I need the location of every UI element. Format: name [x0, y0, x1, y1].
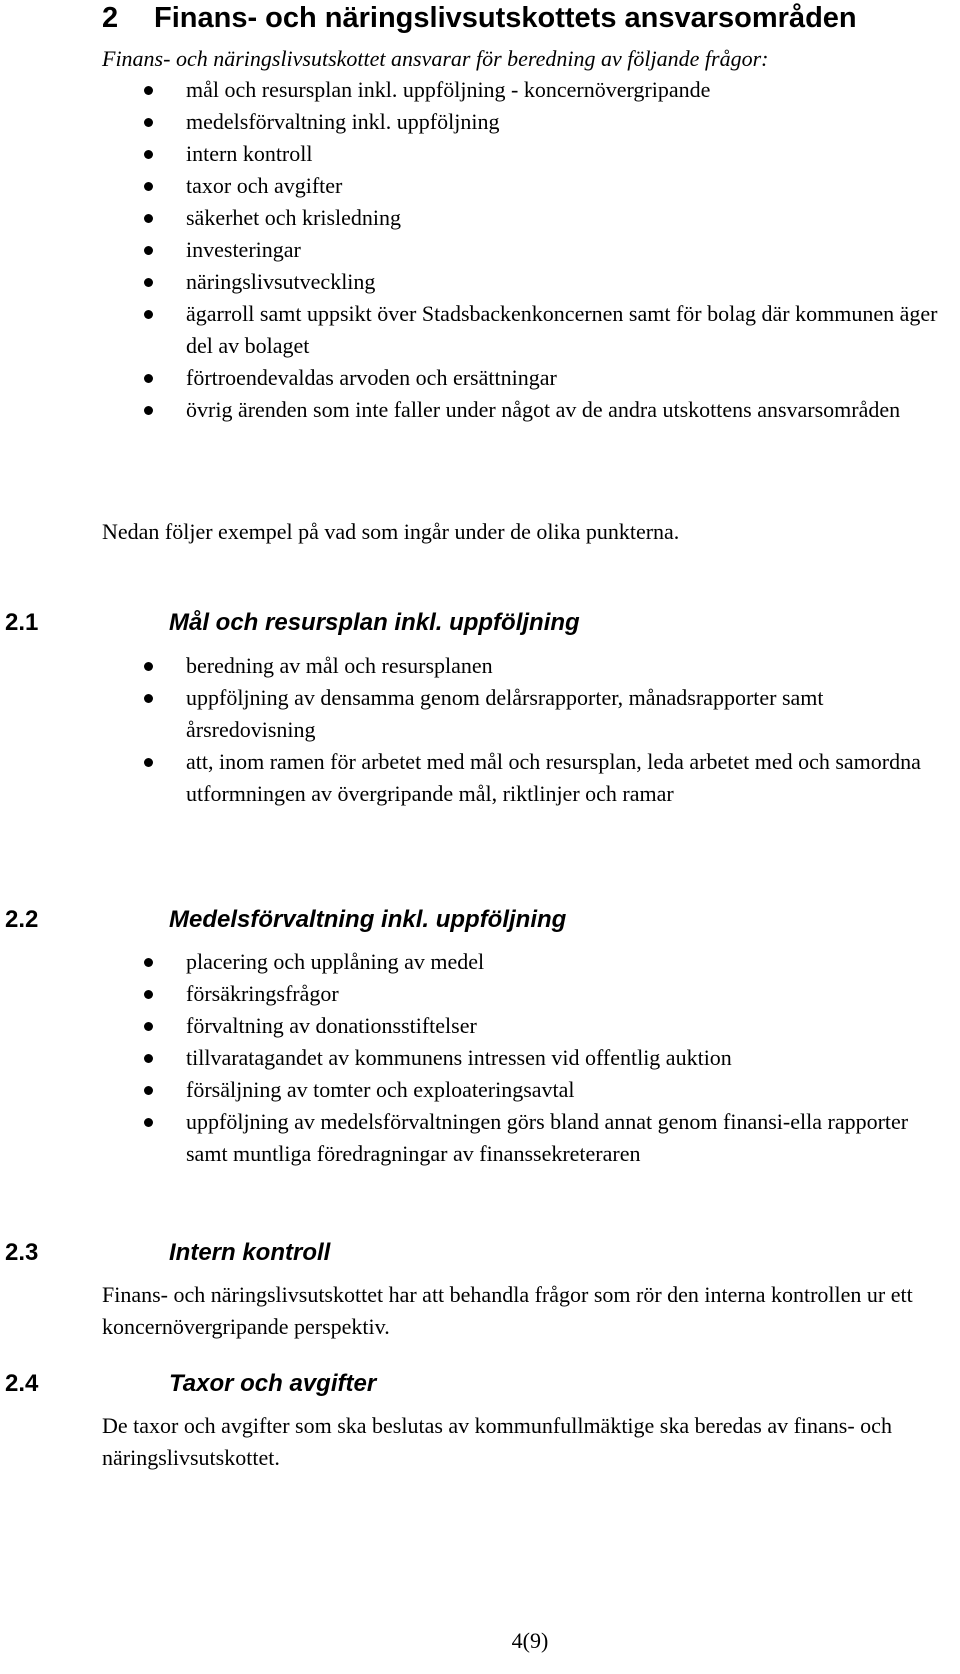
list-item: tillvaratagandet av kommunens intressen vid offentlig auktion [0, 1042, 960, 1074]
page-number: 4(9) [511, 1628, 549, 1653]
examples-note: Nedan följer exempel på vad som ingår under de olika punkterna. [102, 519, 680, 544]
list-item: försäljning av tomter och exploateringsavtal [0, 1074, 960, 1106]
list-item: att, inom ramen för arbetet med mål och resursplan, leda arbetet med och samordna utformningen av övergripande mål, riktlinjer och ramar [0, 746, 958, 810]
list-item: taxor och avgifter [0, 170, 960, 202]
bullet-icon [144, 150, 153, 159]
section-2-3-text: Finans- och näringslivsutskottet har att behandla frågor som rör den interna kontrollen ur ett koncernövergripande perspektiv. [102, 1282, 913, 1339]
section-2-2-list [0, 946, 960, 1170]
bullet-icon [144, 694, 153, 703]
list-item: försäkringsfrågor [0, 978, 960, 1010]
section-title: Mål och resursplan inkl. uppföljning [169, 609, 580, 636]
bullet-icon [144, 1086, 153, 1095]
section-number: 2.2 [5, 906, 39, 933]
bullet-icon [144, 662, 153, 671]
bullet-icon [144, 182, 153, 191]
bullet-icon [144, 1118, 153, 1127]
list-item: övrig ärenden som inte faller under något av de andra utskottens ansvarsområden [0, 394, 936, 426]
section-number: 2.1 [5, 609, 39, 636]
list-item: uppföljning av densamma genom delårsrapporter, månadsrapporter samt årsredovisning [0, 682, 936, 746]
list-item: uppföljning av medelsförvaltningen görs bland annat genom finansi-ella rapporter samt muntliga föredragningar av finanssekreteraren [0, 1106, 931, 1170]
section-title: Taxor och avgifter [169, 1370, 377, 1397]
list-item: ägarroll samt uppsikt över Stadsbackenkoncernen samt för bolag där kommunen äger del av bolaget [0, 298, 946, 362]
chapter-title: Finans- och näringslivsutskottets ansvarsområden [154, 2, 857, 34]
section-2-4-text: De taxor och avgifter som ska beslutas av kommunfullmäktige ska beredas av finans- och näringslivsutskottet. [102, 1413, 892, 1470]
intro-text: Finans- och näringslivsutskottet ansvarar för beredning av följande frågor: [102, 46, 769, 71]
bullet-icon [144, 374, 153, 383]
list-item: förtroendevaldas arvoden och ersättningar [0, 362, 960, 394]
section-2-1-list [0, 650, 960, 810]
list-item: placering och upplåning av medel [0, 946, 960, 978]
bullet-icon [144, 1022, 153, 1031]
chapter-number: 2 [102, 2, 119, 34]
section-title: Medelsförvaltning inkl. uppföljning [169, 906, 567, 933]
section-title: Intern kontroll [169, 1239, 331, 1266]
bullet-icon [144, 278, 153, 287]
list-item: näringslivsutveckling [0, 266, 960, 298]
bullet-icon [144, 246, 153, 255]
bullet-icon [144, 958, 153, 967]
list-item: förvaltning av donationsstiftelser [0, 1010, 960, 1042]
bullet-icon [144, 86, 153, 95]
list-item: mål och resursplan inkl. uppföljning - koncernövergripande [0, 74, 960, 106]
list-item: säkerhet och krisledning [0, 202, 960, 234]
section-number: 2.4 [5, 1370, 39, 1397]
list-item: investeringar [0, 234, 960, 266]
bullet-icon [144, 310, 153, 319]
bullet-icon [144, 406, 153, 415]
list-item: medelsförvaltning inkl. uppföljning [0, 106, 960, 138]
bullet-icon [144, 214, 153, 223]
list-item: beredning av mål och resursplanen [0, 650, 960, 682]
list-item: intern kontroll [0, 138, 960, 170]
responsibilities-list [0, 74, 960, 426]
section-number: 2.3 [5, 1239, 39, 1266]
bullet-icon [144, 118, 153, 127]
chapter-heading [102, 2, 857, 34]
bullet-icon [144, 1054, 153, 1063]
bullet-icon [144, 990, 153, 999]
bullet-icon [144, 758, 153, 767]
